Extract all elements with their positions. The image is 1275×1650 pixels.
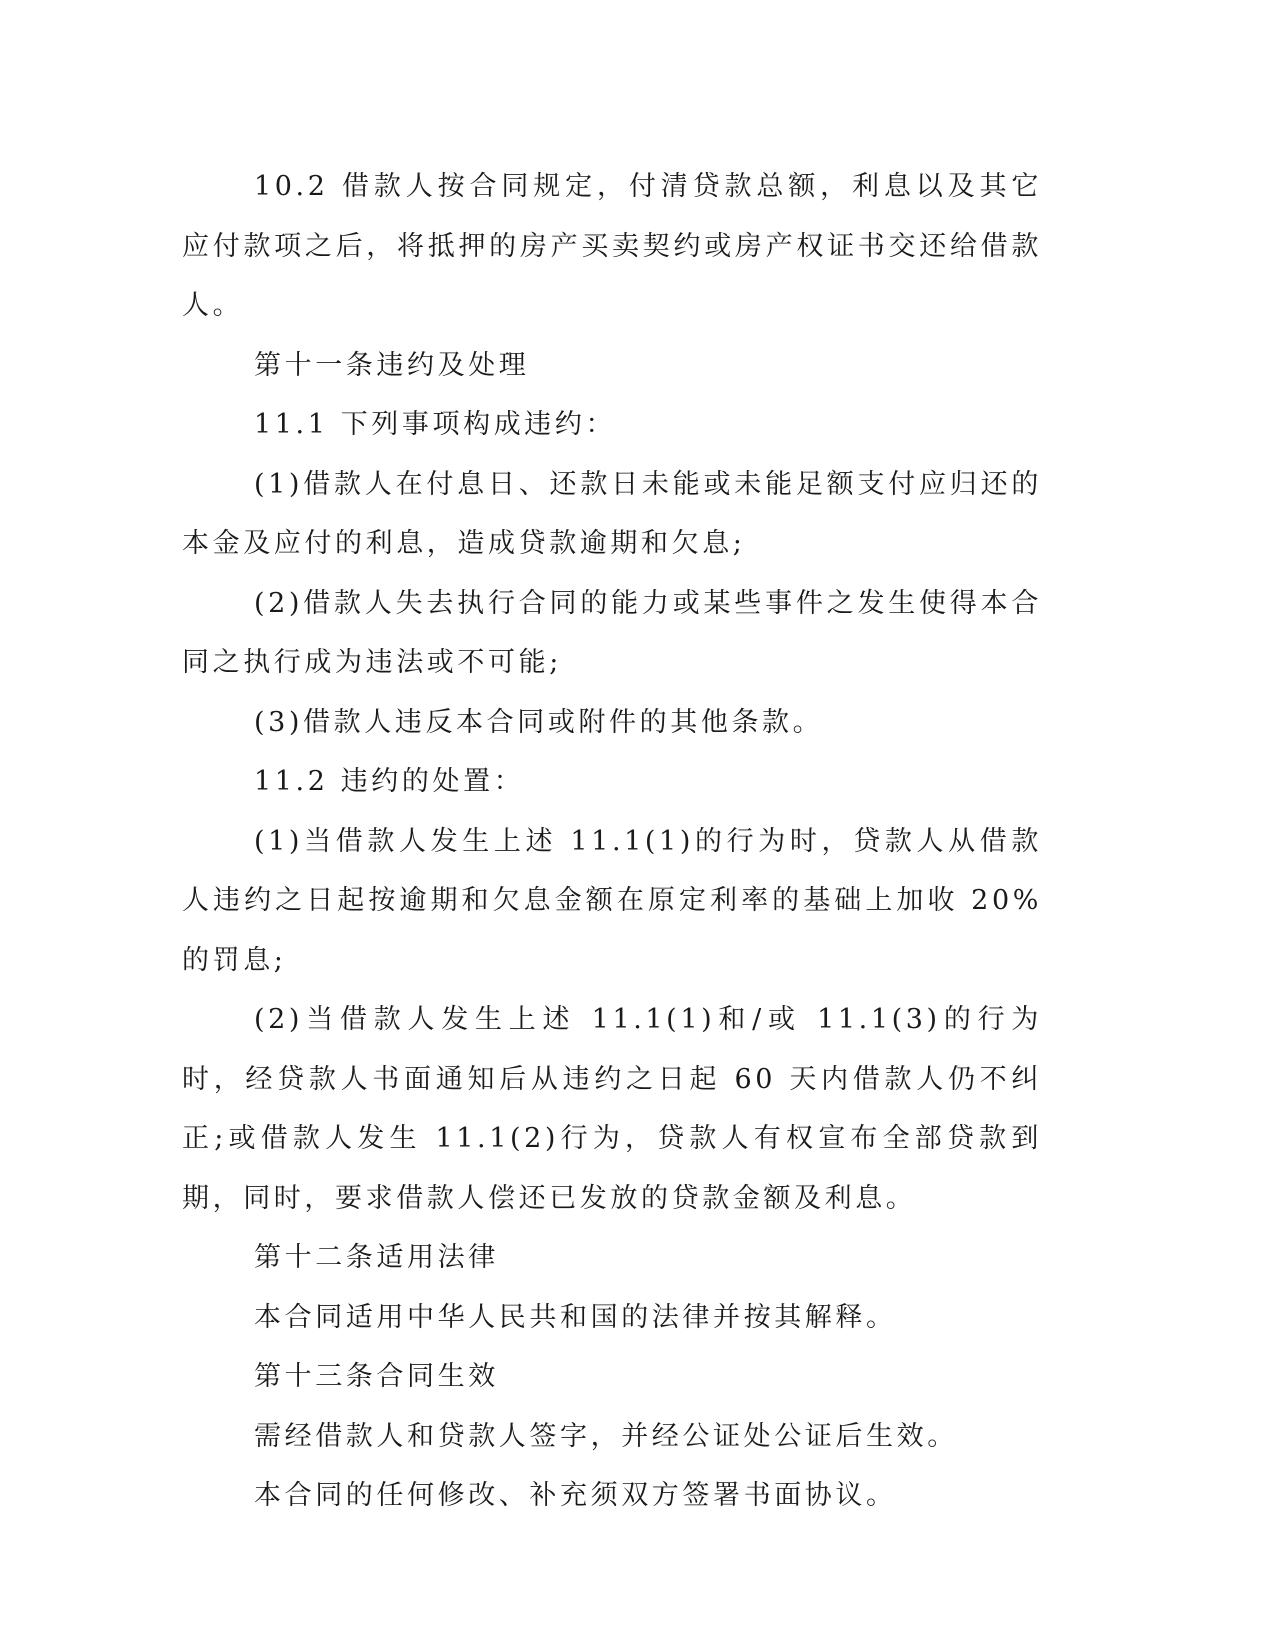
clause-11-2-heading: 11.2 违约的处置： [254, 766, 525, 797]
clause-11-2-item-2: (2)当借款人发生上述 11.1(1)和/或 11.1(3)的行为时，经贷款人书面通知后从违约之日起 60 天内借款人仍不纠正;或借款人发生 11.1(2)行为，贷款人有权宣布全部贷款到期，同时，要求借款人偿还已发放的贷款金额及利息。 [182, 1004, 1042, 1214]
article-13-text-2: 本合同的任何修改、补充须双方签署书面协议。 [254, 1480, 897, 1511]
clause-11-1-heading: 11.1 下列事项构成违约： [254, 409, 617, 440]
clause-11-2-item-1: (1)当借款人发生上述 11.1(1)的行为时，贷款人从借款人违约之日起按逾期和欠息金额在原定利率的基础上加收 20%的罚息; [182, 825, 1042, 976]
article-13-heading: 第十三条合同生效 [254, 1361, 499, 1392]
document-body [182, 157, 1042, 1526]
clause-11-1-item-1: (1)借款人在付息日、还款日未能或未能足额支付应归还的本金及应付的利息，造成贷款逾期和欠息; [182, 468, 1042, 559]
article-11-heading: 第十一条违约及处理 [254, 349, 530, 381]
article-13-text-1: 需经借款人和贷款人签字，并经公证处公证后生效。 [254, 1420, 958, 1452]
article-12-text: 本合同适用中华人民共和国的法律并按其解释。 [254, 1301, 897, 1333]
article-12-heading: 第十二条适用法律 [254, 1242, 499, 1273]
clause-11-1-item-3: (3)借款人违反本合同或附件的其他条款。 [254, 706, 824, 738]
clause-10-2: 10.2 借款人按合同规定，付清贷款总额，利息以及其它应付款项之后，将抵押的房产买卖契约或房产权证书交还给借款人。 [182, 171, 1042, 321]
clause-11-1-item-2: (2)借款人失去执行合同的能力或某些事件之发生使得本合同之执行成为违法或不可能; [182, 587, 1042, 678]
